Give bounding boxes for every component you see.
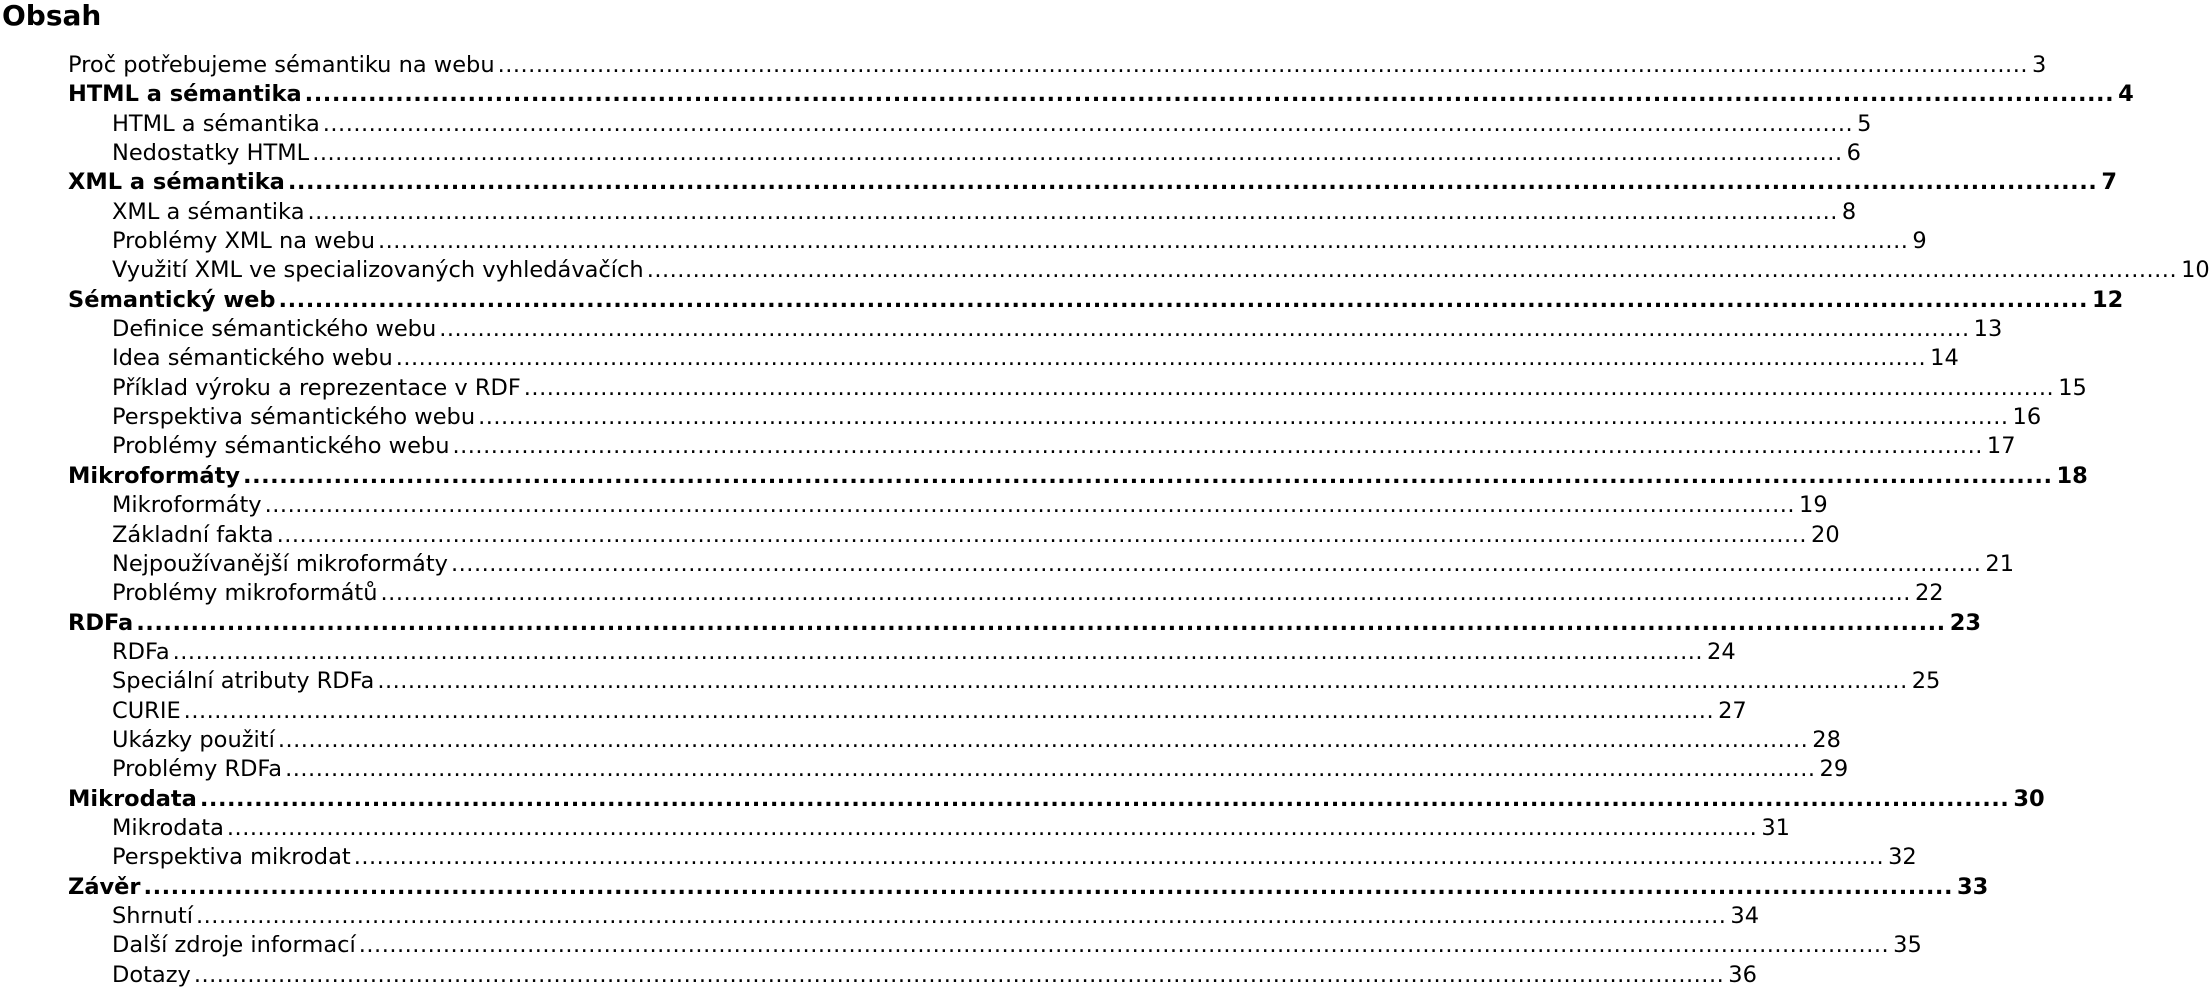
- toc-entry-page-number: 18: [2056, 462, 2088, 489]
- toc-entry[interactable]: [68, 726, 1841, 756]
- toc-entry[interactable]: [68, 492, 1828, 521]
- toc-entry-label: RDFa: [68, 609, 134, 636]
- dot-leader: ........................................................................................................................................................................................................: [307, 198, 1838, 225]
- toc-entry-label: Mikrodata: [68, 785, 197, 812]
- toc-entry[interactable]: [68, 374, 2087, 404]
- toc-entry[interactable]: [68, 756, 1849, 785]
- toc-entry[interactable]: [68, 697, 1747, 727]
- toc-entry-page-number: 14: [1930, 345, 1959, 372]
- dot-leader: ........................................................................................................................................................................................................: [199, 785, 2010, 812]
- toc-entry-label: Proč potřebujeme sémantiku na webu: [68, 52, 495, 78]
- dot-leader: ........................................................................................................................................................................................................: [276, 521, 1807, 548]
- toc-entry[interactable]: [68, 110, 1872, 140]
- toc-entry[interactable]: [68, 638, 1736, 668]
- dot-leader: ........................................................................................................................................................................................................: [439, 316, 1970, 343]
- toc-entry-page-number: 28: [1812, 726, 1841, 753]
- toc-entry-label: Mikroformáty: [112, 492, 262, 519]
- dot-leader: ........................................................................................................................................................................................................: [377, 228, 1909, 255]
- toc-section-entry[interactable]: [68, 609, 1982, 639]
- toc-entry[interactable]: [68, 404, 2042, 433]
- toc-entry-label: Definice sémantického webu: [112, 316, 437, 343]
- dot-leader: ........................................................................................................................................................................................................: [277, 726, 1809, 753]
- table-of-contents: [68, 52, 2210, 991]
- dot-leader: ........................................................................................................................................................................................................: [285, 756, 1816, 783]
- toc-entry-page-number: 34: [1730, 902, 1760, 929]
- dot-leader: ........................................................................................................................................................................................................: [523, 374, 2055, 401]
- dot-leader: ........................................................................................................................................................................................................: [312, 140, 1843, 167]
- toc-entry[interactable]: [68, 668, 1941, 697]
- dot-leader: ........................................................................................................................................................................................................: [196, 902, 1727, 929]
- toc-entry-label: Idea sémantického webu: [112, 345, 393, 372]
- toc-entry-label: Ukázky použití: [112, 726, 275, 753]
- toc-entry-page-number: 30: [2013, 785, 2045, 812]
- toc-entry-label: Nejpoužívanější mikroformáty: [112, 550, 448, 577]
- toc-entry-label: Dotazy: [112, 961, 191, 988]
- toc-section-entry[interactable]: [68, 286, 2124, 316]
- toc-entry[interactable]: [68, 932, 1922, 961]
- toc-entry-page-number: 10: [2181, 257, 2210, 284]
- toc-entry-label: Perspektiva mikrodat: [112, 844, 351, 871]
- toc-entry[interactable]: [68, 257, 2210, 286]
- toc-entry-label: Problémy XML na webu: [112, 228, 375, 255]
- toc-entry[interactable]: [68, 140, 1861, 169]
- toc-entry-page-number: 22: [1914, 580, 1944, 607]
- toc-entry-label: Další zdroje informací: [112, 932, 356, 959]
- toc-entry[interactable]: [68, 580, 1944, 609]
- dot-leader: ........................................................................................................................................................................................................: [183, 697, 1715, 724]
- toc-entry-page-number: 33: [1957, 873, 1989, 900]
- toc-entry[interactable]: [68, 902, 1760, 932]
- toc-entry-page-number: 27: [1718, 697, 1747, 724]
- toc-entry-page-number: 19: [1799, 492, 1828, 519]
- toc-entry-page-number: 36: [1728, 961, 1757, 988]
- toc-entry-page-number: 35: [1893, 932, 1922, 959]
- toc-section-entry[interactable]: [68, 169, 2117, 198]
- toc-entry[interactable]: [68, 521, 1840, 551]
- toc-entry-page-number: 12: [2092, 286, 2124, 313]
- toc-entry[interactable]: [68, 814, 1790, 844]
- toc-section-entry[interactable]: [68, 81, 2134, 110]
- toc-entry-label: Mikrodata: [112, 814, 224, 841]
- toc-entry-label: Speciální atributy RDFa: [112, 668, 375, 695]
- dot-leader: ........................................................................................................................................................................................................: [450, 550, 1982, 577]
- toc-section-entry[interactable]: [68, 873, 1989, 903]
- dot-leader: ........................................................................................................................................................................................................: [377, 668, 1908, 695]
- toc-entry[interactable]: [68, 316, 2003, 345]
- toc-entry-page-number: 16: [2012, 404, 2042, 431]
- toc-entry-page-number: 8: [1841, 198, 1857, 225]
- toc-entry-label: Příklad výroku a reprezentace v RDF: [112, 374, 521, 401]
- dot-leader: ........................................................................................................................................................................................................: [143, 873, 1954, 900]
- toc-entry-label: Základní fakta: [112, 521, 274, 548]
- toc-entry[interactable]: [68, 198, 1857, 228]
- toc-entry-page-number: 17: [1986, 433, 2016, 460]
- dot-leader: ........................................................................................................................................................................................................: [395, 345, 1927, 372]
- dot-leader: ........................................................................................................................................................................................................: [478, 404, 2009, 431]
- toc-entry-label: RDFa: [112, 638, 170, 665]
- toc-entry-page-number: 7: [2101, 169, 2117, 196]
- toc-entry-page-number: 3: [2032, 52, 2047, 78]
- dot-leader: ........................................................................................................................................................................................................: [193, 961, 1725, 988]
- toc-entry[interactable]: [68, 345, 1959, 374]
- dot-leader: ........................................................................................................................................................................................................: [287, 169, 2098, 196]
- dot-leader: ........................................................................................................................................................................................................: [136, 609, 1946, 636]
- toc-entry-page-number: 20: [1811, 521, 1840, 548]
- toc-entry-label: Perspektiva sémantického webu: [112, 404, 476, 431]
- toc-entry-page-number: 32: [1888, 844, 1917, 871]
- toc-entry-page-number: 15: [2058, 374, 2087, 401]
- toc-entry[interactable]: [68, 228, 1927, 257]
- dot-leader: ........................................................................................................................................................................................................: [497, 52, 2028, 78]
- toc-entry[interactable]: [68, 52, 2047, 81]
- toc-entry-label: HTML a sémantika: [112, 110, 320, 137]
- dot-leader: ........................................................................................................................................................................................................: [358, 932, 1890, 959]
- dot-leader: ........................................................................................................................................................................................................: [172, 638, 1704, 665]
- toc-entry-label: CURIE: [112, 697, 181, 724]
- dot-leader: ........................................................................................................................................................................................................: [452, 433, 1983, 460]
- toc-entry-label: HTML a sémantika: [68, 81, 302, 108]
- dot-leader: ........................................................................................................................................................................................................: [264, 492, 1796, 519]
- toc-entry-label: Problémy sémantického webu: [112, 433, 450, 460]
- toc-entry-page-number: 21: [1985, 550, 2015, 577]
- dot-leader: ........................................................................................................................................................................................................: [353, 844, 1885, 871]
- dot-leader: ........................................................................................................................................................................................................: [226, 814, 1758, 841]
- toc-entry-label: Mikroformáty: [68, 462, 241, 489]
- toc-entry[interactable]: [68, 961, 1757, 991]
- toc-entry-label: Problémy RDFa: [112, 756, 283, 783]
- dot-leader: ........................................................................................................................................................................................................: [304, 81, 2115, 108]
- dot-leader: ........................................................................................................................................................................................................: [380, 580, 1911, 607]
- toc-entry-page-number: 13: [1973, 316, 2003, 343]
- toc-section-entry[interactable]: [68, 462, 2088, 492]
- dot-leader: ........................................................................................................................................................................................................: [243, 462, 2053, 489]
- toc-entry-label: Využití XML ve specializovaných vyhledávačích: [112, 257, 644, 284]
- toc-entry-label: Problémy mikroformátů: [112, 580, 378, 607]
- toc-section-entry[interactable]: [68, 785, 2045, 815]
- toc-entry-page-number: 9: [1912, 228, 1927, 255]
- toc-entry-label: Shrnutí: [112, 902, 193, 929]
- dot-leader: ........................................................................................................................................................................................................: [278, 286, 2089, 313]
- toc-entry-page-number: 25: [1911, 668, 1941, 695]
- page-title: Obsah: [2, 0, 102, 32]
- toc-entry-page-number: 29: [1819, 756, 1849, 783]
- dot-leader: ........................................................................................................................................................................................................: [646, 257, 2178, 284]
- dot-leader: ........................................................................................................................................................................................................: [322, 110, 1854, 137]
- toc-entry-page-number: 24: [1707, 638, 1736, 665]
- toc-entry[interactable]: [68, 433, 2016, 462]
- toc-entry-page-number: 23: [1949, 609, 1982, 636]
- toc-entry-page-number: 4: [2118, 81, 2134, 108]
- toc-entry-label: Sémantický web: [68, 286, 276, 313]
- toc-entry-label: XML a sémantika: [68, 169, 285, 196]
- toc-entry[interactable]: [68, 844, 1917, 873]
- toc-entry-page-number: 6: [1846, 140, 1861, 167]
- toc-entry-label: XML a sémantika: [112, 198, 305, 225]
- toc-entry-page-number: 5: [1857, 110, 1872, 137]
- toc-entry-page-number: 31: [1761, 814, 1790, 841]
- toc-entry-label: Závěr: [68, 873, 141, 900]
- toc-entry-label: Nedostatky HTML: [112, 140, 310, 167]
- toc-entry[interactable]: [68, 550, 2015, 580]
